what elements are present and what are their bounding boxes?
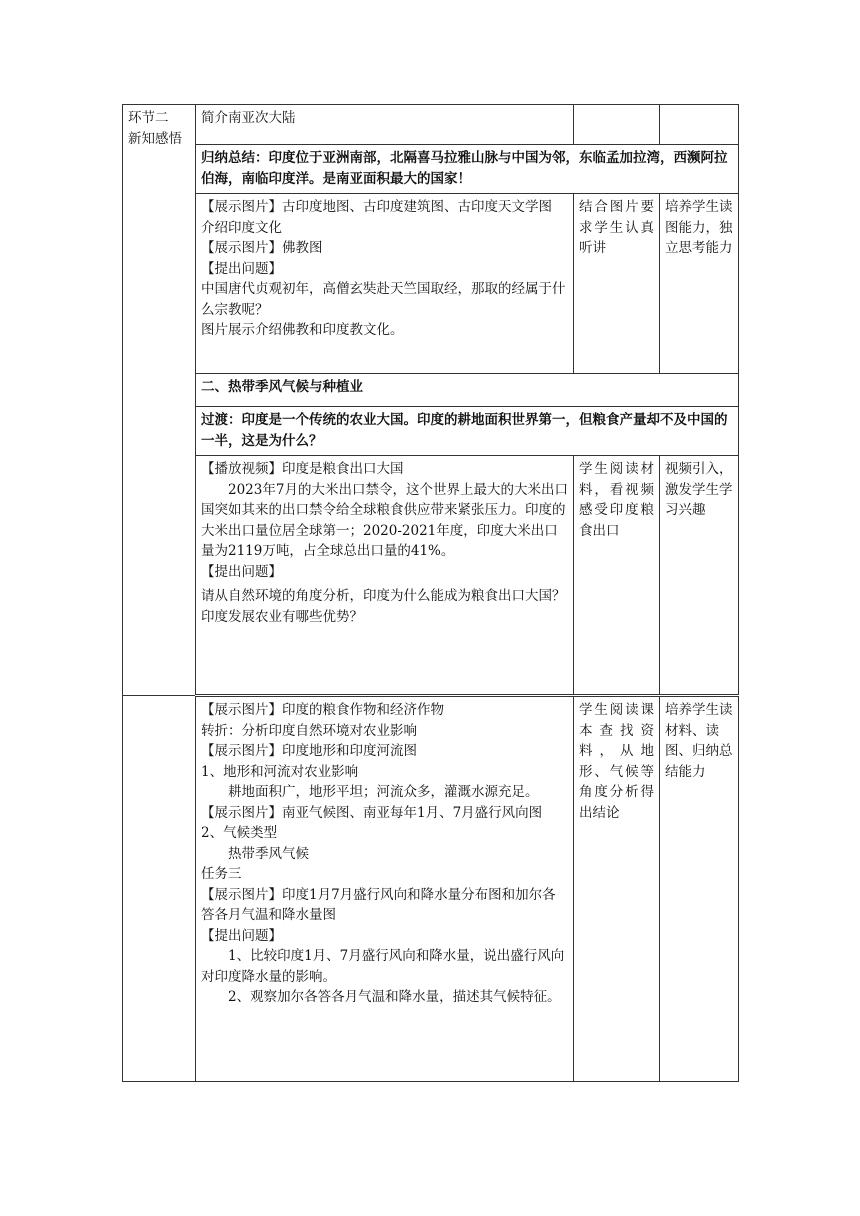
video-student-cell: 学生阅读材料，看视频感受印度粮食出口 — [574, 456, 660, 696]
culture-student-cell: 结合图片要求学生认真听讲 — [574, 194, 660, 374]
stage-label: 环节二 新知感悟 — [128, 110, 182, 147]
intro-cell: 简介南亚次大陆 — [196, 105, 574, 145]
section-title-cell: 二、热带季风气候与种植业 — [196, 374, 739, 407]
table-row — [123, 374, 739, 407]
summary-cell: 归纳总结：印度位于亚洲南部，北隔喜马拉雅山脉与中国为邻，东临孟加拉湾，西濒阿拉伯海，南临印度洋。是南亚面积最大的国家！ — [196, 145, 739, 194]
lesson-plan-table — [122, 104, 739, 1082]
analysis-cell: 【展示图片】印度的粮食作物和经济作物 转折：分析印度自然环境对农业影响 【展示图片】印度地形和印度河流图 1、地形和河流对农业影响 耕地面积广，地形平坦；河流众多，灌溉水源充足。 【展示图片】南亚气候图、南亚每年1月、7月盛行风向图 2、气候类型 热带季风气候 任务三 【展示图片】印度1月7月盛行风向和降水量分布图和加尔各答各月气温和降水量图 【提出问题】 1、比较印度1月、7月盛行风向和降水量，说出盛行风向对印度降水量的影响。 2、观察加尔各答各月气温和降水量，描述其气候特征。 — [196, 696, 574, 1082]
video-purpose-cell: 视频引入，激发学生学习兴趣 — [660, 456, 739, 696]
video-cell: 【播放视频】印度是粮食出口大国 2023年7月的大米出口禁令，这个世界上最大的大米出口国突如其来的出口禁令给全球粮食供应带来紧张压力。印度的大米出口量位居全球第一；2020-2021年度，印度大米出口量为2119万吨，占全球总出口量的41%。 【提出问题】 请从自然环境的角度分析，印度为什么能成为粮食出口大国？印度发展农业有哪些优势？ — [196, 456, 574, 696]
student-cell — [574, 105, 660, 145]
table-row — [123, 407, 739, 456]
table-row — [123, 105, 739, 145]
analysis-purpose-cell: 培养学生读材料、读图、归纳总结能力 — [660, 696, 739, 1082]
table-row — [123, 696, 739, 1082]
table-row — [123, 456, 739, 696]
table-row — [123, 145, 739, 194]
culture-purpose-cell: 培养学生读图能力，独立思考能力 — [660, 194, 739, 374]
purpose-cell — [660, 105, 739, 145]
culture-cell: 【展示图片】古印度地图、古印度建筑图、古印度天文学图 介绍印度文化 【展示图片】佛教图 【提出问题】 中国唐代贞观初年，高僧玄奘赴天竺国取经，那取的经属于什么宗教呢？ 图片展示介绍佛教和印度教文化。 — [196, 194, 574, 374]
stage-cell-empty — [123, 696, 196, 1082]
transition-cell: 过渡：印度是一个传统的农业大国。印度的耕地面积世界第一，但粮食产量却不及中国的一半，这是为什么？ — [196, 407, 739, 456]
analysis-student-cell: 学生阅读课本查找资料，从地形、气候等角度分析得出结论 — [574, 696, 660, 1082]
table-row — [123, 194, 739, 374]
stage-cell — [123, 105, 196, 696]
